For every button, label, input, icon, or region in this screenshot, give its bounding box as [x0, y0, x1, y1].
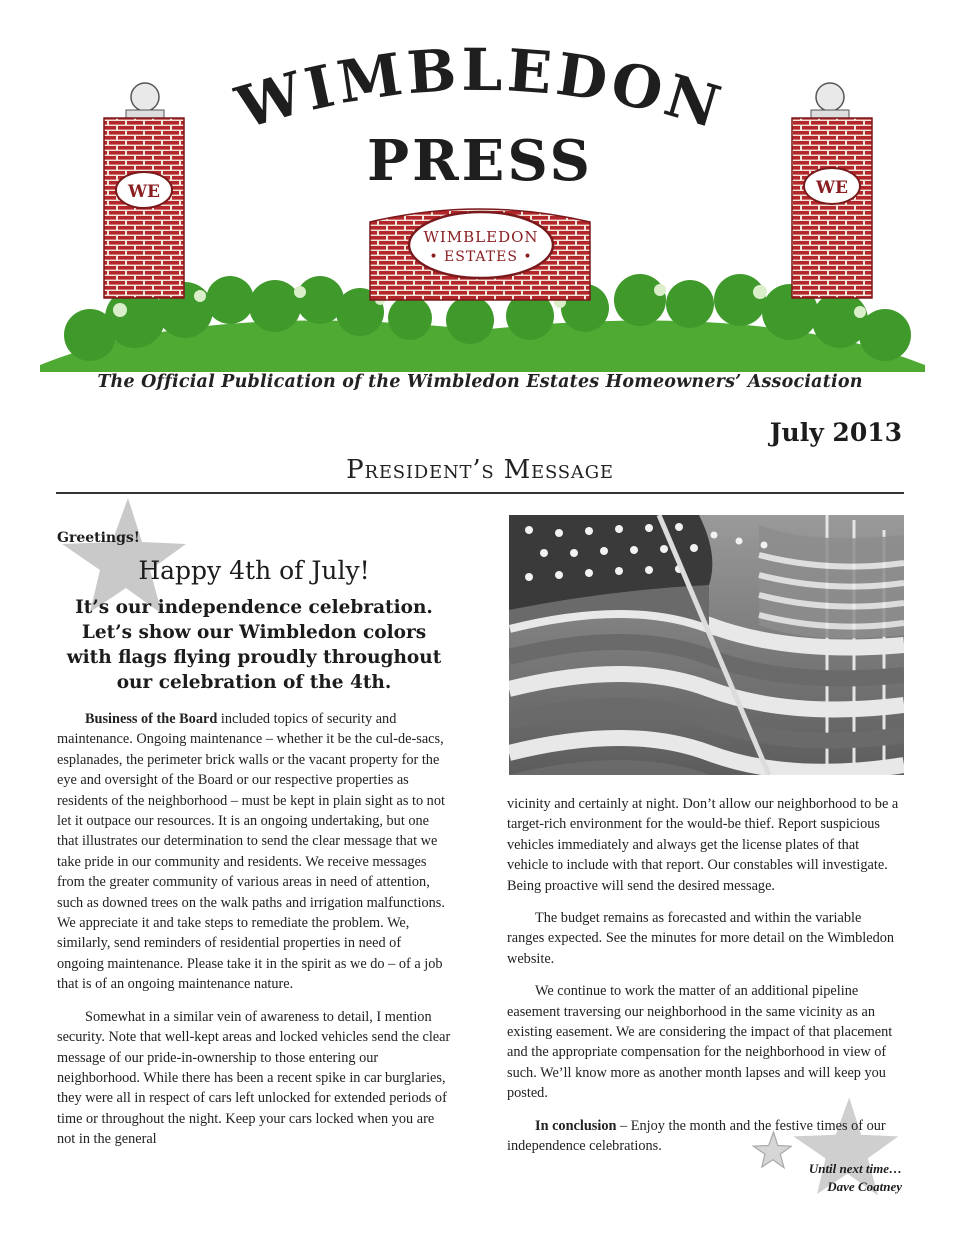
right-pillar	[792, 83, 872, 298]
paragraph-lead: Business of the Board	[85, 711, 218, 727]
paragraph-body: included topics of security and maintenance. Ongoing maintenance – whether it be the cul-de-sacs, esplanades, the perimeter brick walls or the vacant property for the eye and oversight of the Board or our respective properties as residents of the neighborhood – must be kept in plain sight as to not let it outpace our resources. It is an ongoing undertaking, but one that illustrates our determination to send the clear message that we take pride in our community and residents. We receive messages from the greater community of various areas in need of attention, such as downed trees on the walk paths and irrigation malfunctions. We appreciate it and take steps to remediate the problem. We, similarly, send reminders of residential properties in need of ongoing maintenance. Please take it in the spirit as we do – of a job that is of an ongoing maintenance nature.	[57, 711, 445, 993]
signoff-author: Dave Coatney	[827, 1179, 902, 1194]
issue-date: July 2013	[769, 418, 902, 447]
left-pillar	[104, 83, 184, 298]
american-flags-image	[509, 515, 904, 775]
paragraph-conclusion	[507, 1116, 902, 1157]
greeting: Greetings!	[57, 530, 140, 546]
paragraph-security-cont: vicinity and certainly at night. Don’t allow our neighborhood to be a target-rich environment for the would-be thief. Report suspicious vehicles immediately and always get the license plates of that vehicle to include with that report. Our constables will investigate. Being proactive will send the desired message.	[507, 796, 899, 894]
left-pillar-monogram: WE	[127, 182, 161, 202]
entrance-sign	[370, 209, 590, 300]
section-title: President’s Message	[346, 455, 614, 485]
right-pillar-monogram: WE	[815, 178, 849, 198]
paragraph-board	[57, 709, 451, 995]
subhead: It’s our independence celebration. Let’s show our Wimbledon colors with flags flying proudly throughout our celebration of the 4th.	[66, 597, 442, 693]
signoff-line: Until next time…	[808, 1161, 902, 1176]
masthead	[0, 0, 960, 410]
paragraph-lead: In conclusion	[535, 1117, 617, 1134]
paragraph-body: – Enjoy the month and the festive times of our independence celebrations.	[507, 1117, 886, 1155]
paragraph-security: Somewhat in a similar vein of awareness to detail, I mention security. Note that well-kept areas and locked vehicles send the clear message of our pride-in-ownership to those entering our neighborhood. While there has been a recent spike in car burglaries, they were all in respect of cars left unlocked for extended periods of time or throughout the night. Keep your cars locked when you are not in the general	[57, 1008, 451, 1148]
flags-photo	[509, 515, 904, 775]
masthead-title-line1: WIMBLEDON	[228, 35, 732, 143]
paragraph-easement: We continue to work the matter of an additional pipeline easement traversing our neighborhood in the same vicinity as an existing easement. We are considering the impact of that placement and the appropriate compensation for the neighborhood in view of such. We’ll know more as another month lapses and will keep you posted.	[507, 983, 893, 1102]
sign-line1: WIMBLEDON	[423, 228, 539, 246]
left-column	[57, 530, 451, 1162]
sign-line2: • ESTATES •	[429, 249, 533, 265]
masthead-illustration	[0, 0, 960, 410]
right-column	[507, 794, 902, 1169]
masthead-title-line2: PRESS	[367, 128, 593, 194]
tagline: The Official Publication of the Wimbledon Estates Homeowners’ Association	[97, 372, 863, 392]
signoff	[809, 1160, 902, 1196]
paragraph-budget: The budget remains as forecasted and within the variable ranges expected. See the minutes for more detail on the Wimbledon website.	[507, 910, 895, 967]
headline: Happy 4th of July!	[138, 556, 370, 585]
